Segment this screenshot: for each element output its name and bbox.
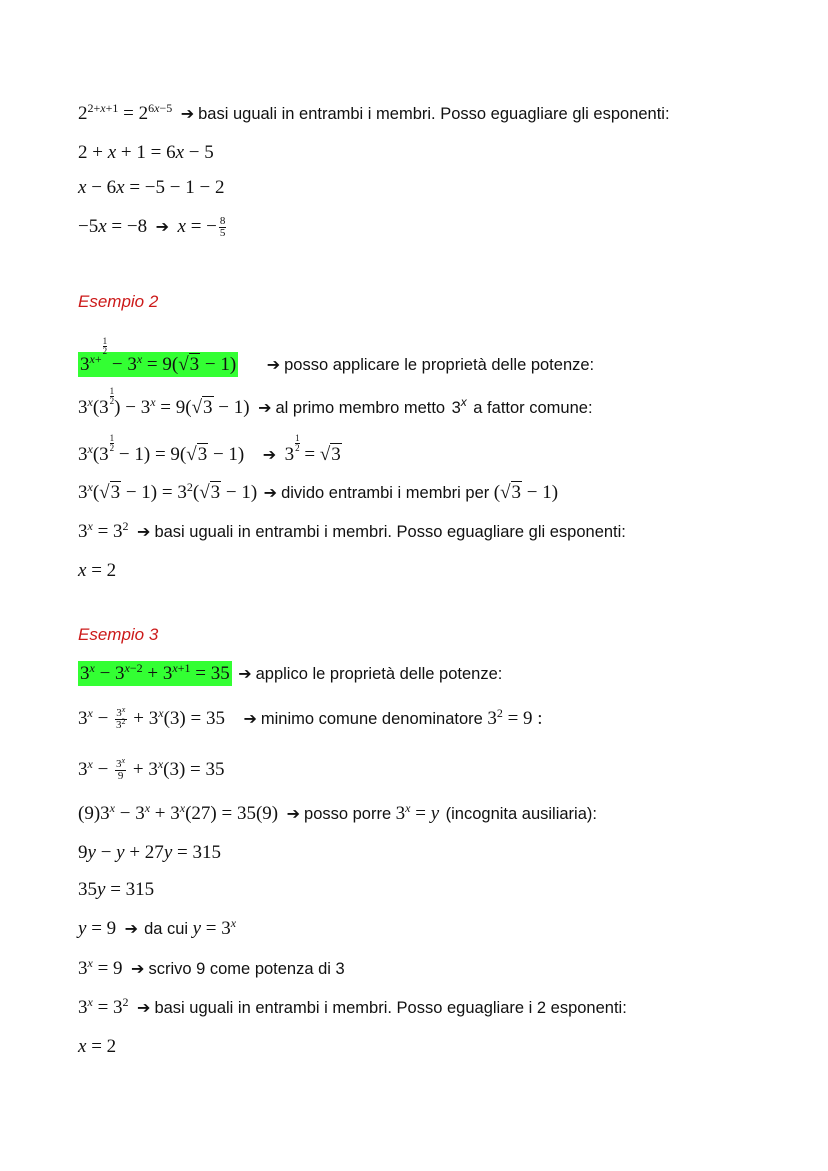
math-expression: $(9)3^x - 3^x + 3^x(27) = 35(9)$	[78, 801, 279, 824]
math-expression: 9y − y + 27y = 315	[78, 842, 221, 863]
explanation-text: al primo membro metto	[275, 399, 446, 417]
explanation-text: posso applicare le proprietà delle potenze:	[284, 356, 595, 374]
explanation-text: scrivo 9 come potenza di 3	[148, 960, 345, 978]
math-expression: x = 2	[78, 1036, 117, 1057]
explanation-text: applico le proprietà delle potenze:	[255, 665, 503, 683]
equation-line-1	[78, 101, 670, 126]
right-arrow-icon: ➔	[137, 998, 151, 1017]
math-expression: x = − $\frac{8}{5}$	[177, 215, 226, 240]
equation-line-16	[78, 877, 154, 902]
equation-line-6: 3$^x$(3 $\frac{1}{2}$ ) − $3^x = 9(√3 - 1)$ ➔ al primo membro metto 3$^x$ a fattor comune:	[78, 386, 593, 418]
math-expression: −5x = −8	[78, 216, 148, 237]
equation-line-10	[78, 558, 116, 583]
equation-line-3	[78, 175, 224, 200]
math-expression: $3^x$ − $\frac{3^x}{3^2}$ + $3^x(3) = 35$	[78, 705, 225, 732]
explanation-text: (incognita ausiliaria):	[445, 805, 597, 823]
math-expression: 3 $\frac{1}{2}$ = √3	[284, 433, 341, 465]
math-expression: $3^x = 3^2$	[78, 995, 129, 1018]
right-arrow-icon: ➔	[137, 522, 151, 541]
equation-line-8: $3^x(√3 - 1) = 3^2(√3 - 1)$ ➔ divido entrambi i membri per (√3 − 1)	[78, 480, 559, 503]
right-arrow-icon: ➔	[124, 919, 139, 938]
equation-line-15	[78, 840, 221, 865]
explanation-text: posso porre	[304, 805, 392, 823]
math-expression: x − 6x = −5 − 1 − 2	[78, 177, 225, 198]
math-expression: 2 + x + 1 = 6x − 5	[78, 142, 214, 163]
right-arrow-icon: ➔	[180, 104, 195, 123]
math-expression: $3^x = 3^2$	[78, 519, 129, 542]
math-expression: $2^{2+x+1} = 2^{6x-5}$	[78, 101, 173, 124]
equation-line-2	[78, 140, 214, 165]
explanation-text: basi uguali in entrambi i membri. Posso eguagliare i 2 esponenti:	[154, 999, 627, 1017]
right-arrow-icon: ➔	[238, 664, 252, 683]
math-expression: x = 2	[78, 560, 117, 581]
equation-line-5	[78, 337, 594, 377]
equation-line-14: $(9)3^x - 3^x + 3^x(27) = 35(9)$ ➔ posso porre $3^x = y$ (incognita ausiliaria):	[78, 801, 597, 824]
equation-line-4	[78, 214, 228, 239]
math-expression: 35y = 315	[78, 879, 155, 900]
math-expression: $3^x = 9$	[78, 956, 123, 979]
explanation-text: minimo comune denominatore	[260, 710, 483, 728]
equation-line-11	[78, 661, 502, 686]
equation-line-18	[78, 956, 345, 981]
example-heading-2: Esempio 2	[78, 292, 159, 311]
explanation-text: divido entrambi i membri per	[281, 484, 490, 502]
equation-line-13	[78, 757, 225, 782]
explanation-text: da cui	[144, 920, 189, 938]
right-arrow-icon: ➔	[258, 398, 272, 417]
math-expression: 3$^x$(3 $\frac{1}{2}$ − 1) = 9(√3 − 1)	[78, 433, 245, 465]
right-arrow-icon: ➔	[131, 959, 145, 978]
equation-line-12: $3^x$ − $\frac{3^x}{3^2}$ + $3^x(3) = 35$ ➔ minimo comune denominatore $3^2 = 9$ :	[78, 705, 543, 732]
right-arrow-icon: ➔	[155, 217, 169, 236]
highlighted-equation: $3^x - 3^{x-2} + 3^{x+1} = 35$	[80, 661, 230, 684]
right-arrow-icon: ➔	[243, 709, 257, 728]
example-heading-3: Esempio 3	[78, 625, 159, 644]
explanation-text: a fattor comune:	[473, 399, 593, 417]
equation-line-20	[78, 1034, 116, 1059]
highlighted-equation: $3^{x+ \frac{1}{2}}$ − $3^x = 9(√3 - 1)$	[80, 336, 237, 375]
explanation-text: basi uguali in entrambi i membri. Posso eguagliare gli esponenti:	[154, 523, 626, 541]
right-arrow-icon: ➔	[262, 445, 277, 464]
right-arrow-icon: ➔	[286, 804, 301, 823]
explanation-text: basi uguali in entrambi i membri. Posso eguagliare gli esponenti:	[198, 105, 670, 123]
math-expression: 3$^x$(3 $\frac{1}{2}$ ) − $3^x = 9(√3 - 1)$	[78, 386, 250, 418]
equation-line-19	[78, 995, 627, 1020]
math-expression: $3^x(√3 - 1) = 3^2(√3 - 1)$	[78, 480, 258, 503]
right-arrow-icon: ➔	[263, 483, 278, 502]
right-arrow-icon: ➔	[266, 355, 281, 374]
math-expression: $3^x$ − $\frac{3^x}{9}$ + $3^x(3) = 35$	[78, 756, 225, 783]
equation-line-17: y = 9 ➔ da cui $y = 3^x$	[78, 916, 237, 939]
equation-line-9	[78, 519, 626, 544]
math-expression: y = 9	[78, 918, 117, 939]
equation-line-7	[78, 434, 342, 467]
